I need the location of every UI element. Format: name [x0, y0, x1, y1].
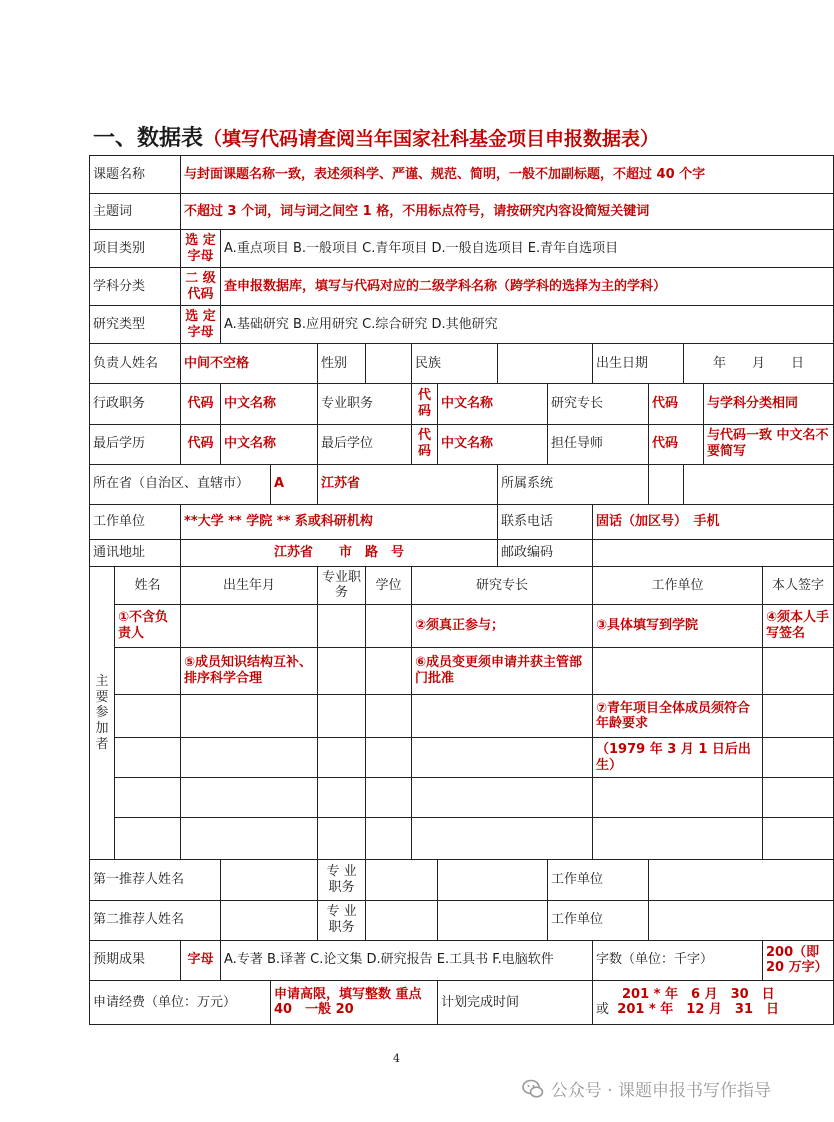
member-cell[interactable] [763, 738, 834, 778]
topic-name-label: 课题名称 [90, 156, 181, 194]
member-cell[interactable] [115, 648, 181, 695]
plan-date-2: 或 201 * 年 12 月 31 日 [596, 1002, 779, 1018]
postcode-value[interactable] [593, 539, 834, 566]
member-cell[interactable] [593, 818, 763, 860]
row-topic-name [90, 156, 834, 194]
member-col-title: 专业职务 [318, 566, 366, 604]
member-cell[interactable] [318, 648, 366, 695]
recommender-1-title-extra[interactable] [438, 860, 548, 900]
project-category-code[interactable]: 选 定字母 [181, 230, 221, 268]
recommender-1-label: 第一推荐人姓名 [90, 860, 221, 900]
member-cell[interactable] [115, 778, 181, 818]
section-heading [93, 121, 659, 152]
recommender-1-unit[interactable] [649, 860, 834, 900]
row-address [90, 539, 834, 566]
budget-label: 申请经费（单位：万元） [90, 980, 271, 1024]
members-row [90, 818, 834, 860]
outcome-code[interactable]: 字母 [181, 940, 221, 980]
project-category-options: A.重点项目 B.一般项目 C.青年项目 D.一般自选项目 E.青年自选项目 [221, 230, 834, 268]
row-employer [90, 504, 834, 539]
row-project-category [90, 230, 834, 268]
page-number: 4 [393, 1052, 400, 1065]
specialty-code[interactable]: 代码 [649, 384, 704, 424]
members-side-label: 主 要 参 加 者 [90, 566, 115, 860]
prof-title-value[interactable]: 中文名称 [438, 384, 548, 424]
member-note-8: （1979 年 3 月 1 日后出生） [593, 738, 763, 778]
row-research-type [90, 306, 834, 344]
tutor-label: 担任导师 [548, 424, 649, 464]
watermark [521, 1076, 771, 1101]
section-title: 一、数据表 [93, 126, 204, 151]
degree-label: 最后学位 [318, 424, 412, 464]
education-label: 最后学历 [90, 424, 181, 464]
member-note-2: ②须真正参与； [412, 604, 593, 647]
recommender-1-title[interactable] [366, 860, 438, 900]
member-col-name: 姓名 [115, 566, 181, 604]
row-keywords [90, 194, 834, 230]
member-note-4: ④须本人手写签名 [763, 604, 834, 647]
recommender-2-title-extra[interactable] [438, 900, 548, 940]
member-cell[interactable] [181, 695, 318, 738]
member-col-signature: 本人签字 [763, 566, 834, 604]
keywords-value[interactable]: 不超过 3 个词，词与词之间空 1 格，不用标点符号，请按研究内容设简短关键词 [181, 194, 834, 230]
member-cell[interactable] [318, 818, 366, 860]
specialty-value[interactable]: 与学科分类相同 [704, 384, 834, 424]
address-label: 通讯地址 [90, 539, 181, 566]
member-cell[interactable] [412, 738, 593, 778]
leader-name-label: 负责人姓名 [90, 344, 181, 384]
discipline-code[interactable]: 二 级代码 [181, 268, 221, 306]
row-education [90, 424, 834, 464]
recommender-2-name[interactable] [221, 900, 318, 940]
member-cell[interactable] [318, 604, 366, 647]
discipline-label: 学科分类 [90, 268, 181, 306]
topic-name-value[interactable]: 与封面课题名称一致，表述须科学、严谨、规范、简明，一般不加副标题，不超过 40 个字 [181, 156, 834, 194]
recommender-1-title-label: 专 业职务 [318, 860, 366, 900]
member-cell[interactable] [115, 818, 181, 860]
budget-value[interactable]: 申请高限，填写整数 重点 40 一般 20 [271, 980, 438, 1024]
employer-label: 工作单位 [90, 504, 181, 539]
row-admin [90, 384, 834, 424]
education-code[interactable]: 代码 [181, 424, 221, 464]
outcome-label: 预期成果 [90, 940, 181, 980]
member-cell[interactable] [318, 778, 366, 818]
plan-label: 计划完成时间 [438, 980, 593, 1024]
row-discipline [90, 268, 834, 306]
birth-date-label: 出生日期 [593, 344, 684, 384]
research-type-label: 研究类型 [90, 306, 181, 344]
member-cell[interactable] [412, 778, 593, 818]
outcome-options: A.专著 B.译著 C.论文集 D.研究报告 E.工具书 F.电脑软件 [221, 940, 593, 980]
row-recommender-2 [90, 900, 834, 940]
recommender-2-title[interactable] [366, 900, 438, 940]
members-row [90, 695, 834, 738]
address-value[interactable]: 江苏省 市 路 号 [181, 539, 498, 566]
recommender-2-title-label: 专 业职务 [318, 900, 366, 940]
member-cell[interactable] [763, 778, 834, 818]
plan-date-1: 201 * 年 6 月 30 日 [622, 986, 775, 1002]
ethnicity-value[interactable] [498, 344, 593, 384]
member-cell[interactable] [366, 778, 412, 818]
member-cell[interactable] [318, 738, 366, 778]
system-value[interactable] [684, 464, 834, 504]
ethnicity-label: 民族 [412, 344, 498, 384]
leader-name-value[interactable]: 中间不空格 [181, 344, 318, 384]
members-header-row [90, 566, 834, 604]
member-cell[interactable] [366, 738, 412, 778]
employer-value[interactable]: **大学 ** 学院 ** 系或科研机构 [181, 504, 498, 539]
members-row [90, 778, 834, 818]
member-cell[interactable] [115, 695, 181, 738]
tutor-value[interactable]: 与代码一致 中文名不要简写 [704, 424, 834, 464]
data-form-table [89, 155, 834, 1025]
recommender-2-label: 第二推荐人姓名 [90, 900, 221, 940]
member-note-7: ⑦青年项目全体成员须符合年龄要求 [593, 695, 763, 738]
member-cell[interactable] [366, 604, 412, 647]
members-row [90, 648, 834, 695]
word-count-value[interactable]: 200（即20 万字） [763, 940, 834, 980]
member-cell[interactable] [181, 818, 318, 860]
word-count-label: 字数（单位：千字） [593, 940, 763, 980]
member-cell[interactable] [763, 695, 834, 738]
admin-code[interactable]: 代码 [181, 384, 221, 424]
member-cell[interactable] [593, 648, 763, 695]
member-cell[interactable] [366, 648, 412, 695]
wechat-icon [521, 1077, 545, 1101]
research-type-options: A.基础研究 B.应用研究 C.综合研究 D.其他研究 [221, 306, 834, 344]
recommender-2-unit[interactable] [649, 900, 834, 940]
member-col-employer: 工作单位 [593, 566, 763, 604]
row-recommender-1 [90, 860, 834, 900]
row-province [90, 464, 834, 504]
prof-title-label: 专业职务 [318, 384, 412, 424]
research-type-code[interactable]: 选 定字母 [181, 306, 221, 344]
members-row [90, 738, 834, 778]
member-col-specialty: 研究专长 [412, 566, 593, 604]
province-label: 所在省（自治区、直辖市） [90, 464, 271, 504]
member-note-1: ①不含负责人 [115, 604, 181, 647]
watermark-text: 公众号 · 课题申报书写作指导 [550, 1081, 771, 1101]
row-outcome [90, 940, 834, 980]
member-cell[interactable] [366, 818, 412, 860]
system-code[interactable] [649, 464, 684, 504]
phone-label: 联系电话 [498, 504, 593, 539]
member-note-3: ③具体填写到学院 [593, 604, 763, 647]
member-cell[interactable] [366, 695, 412, 738]
member-note-5: ⑤成员知识结构互补、排序科学合理 [181, 648, 318, 695]
member-col-birth: 出生年月 [181, 566, 318, 604]
system-label: 所属系统 [498, 464, 649, 504]
member-cell[interactable] [763, 818, 834, 860]
member-col-degree: 学位 [366, 566, 412, 604]
member-cell[interactable] [115, 738, 181, 778]
phone-value[interactable]: 固话（加区号） 手机 [593, 504, 834, 539]
admin-value[interactable]: 中文名称 [221, 384, 318, 424]
row-leader [90, 344, 834, 384]
plan-dates[interactable] [593, 980, 834, 1024]
project-category-label: 项目类别 [90, 230, 181, 268]
member-cell[interactable] [412, 818, 593, 860]
members-row [90, 604, 834, 647]
section-note: （填写代码请查阅当年国家社科基金项目申报数据表） [203, 128, 660, 150]
province-code[interactable]: A [271, 464, 318, 504]
keywords-label: 主题词 [90, 194, 181, 230]
education-value[interactable]: 中文名称 [221, 424, 318, 464]
member-cell[interactable] [318, 695, 366, 738]
member-note-6: ⑥成员变更须申请并获主管部门批准 [412, 648, 593, 695]
tutor-code[interactable]: 代码 [649, 424, 704, 464]
prof-title-code[interactable]: 代码 [412, 384, 438, 424]
specialty-label: 研究专长 [548, 384, 649, 424]
recommender-1-unit-label: 工作单位 [548, 860, 649, 900]
degree-code[interactable]: 代码 [412, 424, 438, 464]
recommender-1-name[interactable] [221, 860, 318, 900]
member-cell[interactable] [181, 604, 318, 647]
recommender-2-unit-label: 工作单位 [548, 900, 649, 940]
postcode-label: 邮政编码 [498, 539, 593, 566]
gender-value[interactable] [366, 344, 412, 384]
province-value[interactable]: 江苏省 [318, 464, 498, 504]
discipline-value[interactable]: 查申报数据库，填写与代码对应的二级学科名称（跨学科的选择为主的学科） [221, 268, 834, 306]
degree-value[interactable]: 中文名称 [438, 424, 548, 464]
gender-label: 性别 [318, 344, 366, 384]
row-budget [90, 980, 834, 1024]
member-cell[interactable] [763, 648, 834, 695]
member-cell[interactable] [181, 738, 318, 778]
birth-date-value[interactable]: 年 月 日 [684, 344, 834, 384]
admin-label: 行政职务 [90, 384, 181, 424]
member-cell[interactable] [412, 695, 593, 738]
member-cell[interactable] [593, 778, 763, 818]
member-cell[interactable] [181, 778, 318, 818]
